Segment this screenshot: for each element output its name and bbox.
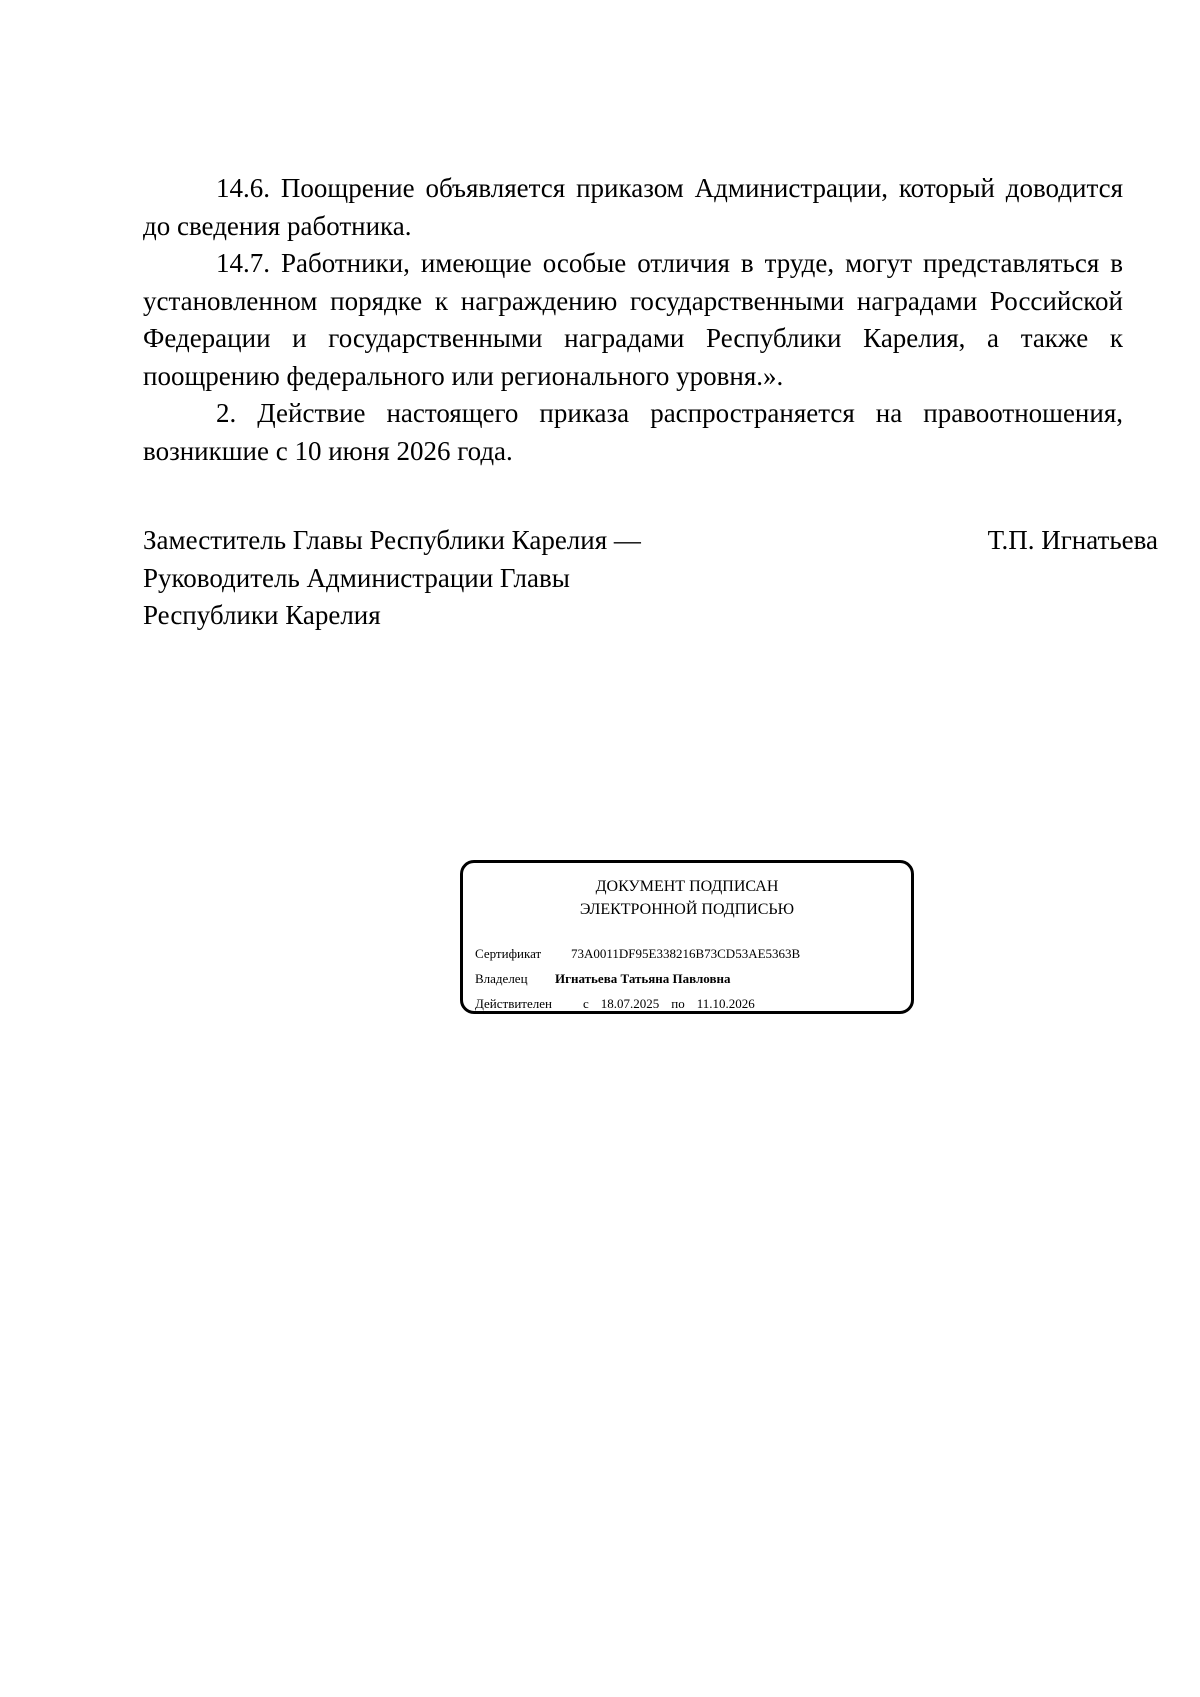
valid-from-date: 18.07.2025 — [600, 996, 660, 1011]
signer-name: Т.П. Игнатьева — [987, 525, 1158, 555]
signer-position-line: Заместитель Главы Республики Карелия — — [143, 525, 641, 555]
valid-label: Действителен — [475, 996, 552, 1011]
signer-position — [143, 522, 783, 635]
valid-to-date: 11.10.2026 — [696, 996, 755, 1011]
electronic-signature-stamp — [460, 860, 914, 1014]
paragraph-14-7: 14.7. Работники, имеющие особые отличия в труде, могут представляться в установленном порядке к награждению государственными наградами Российской Федерации и государственными наградами Республики Карелия, а также к поощрению федерального или регионального уровня.». — [143, 248, 1123, 391]
stamp-title-line: ДОКУМЕНТ ПОДПИСАН — [595, 878, 779, 895]
paragraph-2: 2. Действие настоящего приказа распространяется на правоотношения, возникшие с 10 июня 2026 года. — [143, 398, 1123, 466]
stamp-title-line: ЭЛЕКТРОННОЙ ПОДПИСЬЮ — [579, 901, 795, 918]
valid-to-prefix: по — [671, 996, 685, 1011]
owner-value: Игнатьева Татьяна Павловна — [555, 971, 731, 986]
stamp-validity-row — [475, 995, 755, 1013]
valid-from-prefix: с — [583, 996, 589, 1011]
certificate-label: Сертификат — [475, 946, 542, 961]
signer-position-line: Руководитель Администрации Главы — [143, 562, 570, 593]
document-body — [143, 170, 1123, 470]
certificate-value: 73A0011DF95E338216B73CD53AE5363B — [571, 946, 801, 961]
signer-position-line: Республики Карелия — [143, 600, 381, 630]
stamp-title — [463, 875, 911, 921]
owner-label: Владелец — [475, 971, 528, 986]
stamp-certificate-row — [475, 945, 800, 963]
paragraph-14-6: 14.6. Поощрение объявляется приказом Администрации, который доводится до сведения работника. — [143, 173, 1123, 241]
stamp-owner-row — [475, 970, 730, 988]
